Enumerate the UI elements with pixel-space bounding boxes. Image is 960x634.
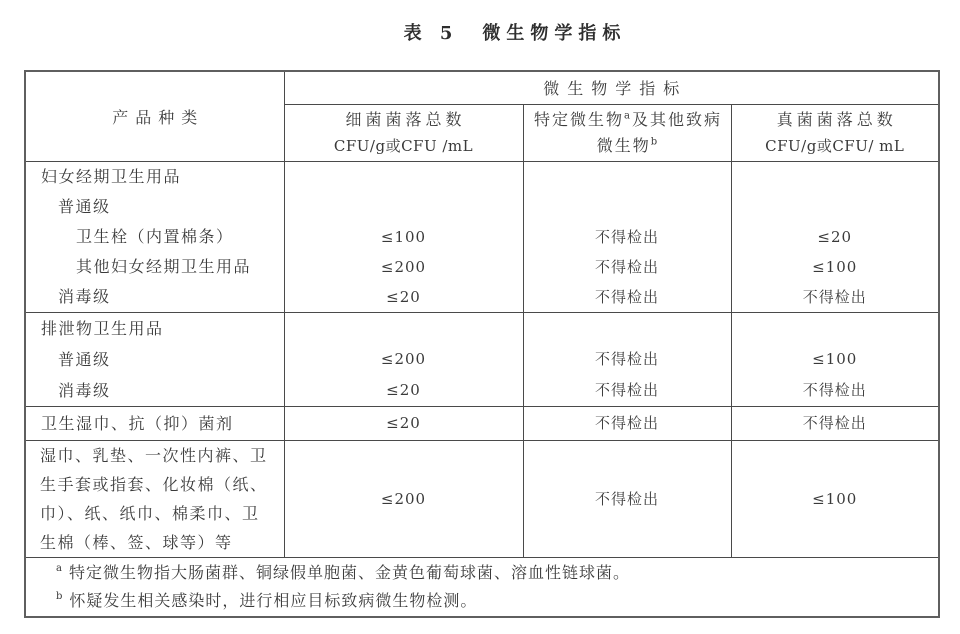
specific-value bbox=[524, 162, 731, 192]
specific-value: 不得检出 bbox=[594, 287, 659, 306]
footnote-b-text: 怀疑发生相关感染时，进行相应目标致病微生物检测。 bbox=[69, 590, 478, 610]
indicators-group-header: 微生物学指标 bbox=[284, 71, 939, 104]
product-category-cell bbox=[25, 440, 284, 557]
footnote-marker-a: a bbox=[624, 110, 632, 122]
bacteria-value bbox=[285, 162, 523, 192]
specific-value: 不得检出 bbox=[594, 380, 659, 399]
bacteria-header-line1: 细菌菌落总数 bbox=[345, 109, 466, 129]
product-type-header: 产品种类 bbox=[25, 71, 284, 161]
bacteria-value bbox=[285, 313, 523, 344]
bacteria-count-cell bbox=[284, 161, 523, 312]
bacteria-value: ≤20 bbox=[386, 380, 421, 399]
fungi-count-cell bbox=[731, 406, 939, 440]
product-label: 排泄物卫生用品 bbox=[41, 318, 164, 338]
bacteria-count-cell bbox=[284, 406, 523, 440]
footnotes-cell bbox=[25, 557, 939, 617]
footnote-marker-a: a bbox=[56, 563, 63, 575]
bacteria-value: ≤100 bbox=[380, 227, 427, 246]
bacteria-count-header bbox=[284, 104, 523, 161]
fungi-header-unit: CFU/g或CFU/ mL bbox=[765, 136, 905, 155]
fungi-value: 不得检出 bbox=[802, 380, 867, 399]
header-row-1 bbox=[25, 71, 939, 104]
bacteria-count-cell bbox=[284, 312, 523, 406]
other-products-row bbox=[25, 440, 939, 557]
product-label: 普通级 bbox=[58, 349, 111, 369]
wipes-antibacterial-row bbox=[25, 406, 939, 440]
specific-header-line1: 特定微生物$^a$及其他致病 bbox=[534, 109, 722, 129]
fungi-value: ≤100 bbox=[812, 257, 858, 276]
product-label: 湿巾、乳垫、一次性内裤、卫生手套或指套、化妆棉（纸、巾）、纸、纸巾、棉柔巾、卫生棉（棒、签、球等）等 bbox=[40, 445, 268, 552]
fungi-value: ≤100 bbox=[812, 349, 858, 368]
bacteria-value: ≤20 bbox=[386, 287, 421, 306]
footnote-marker-b: b bbox=[56, 591, 64, 603]
fungi-value: ≤20 bbox=[817, 227, 853, 246]
footnote-b bbox=[56, 587, 938, 615]
fungi-header-line1: 真菌菌落总数 bbox=[776, 109, 897, 129]
product-label: 消毒级 bbox=[58, 380, 111, 400]
footnote-a bbox=[56, 559, 938, 587]
product-label: 普通级 bbox=[58, 196, 111, 216]
footnote-marker-b: b bbox=[650, 136, 660, 148]
product-label: 消毒级 bbox=[58, 286, 111, 306]
feminine-hygiene-section-row bbox=[25, 161, 939, 312]
fungi-count-cell bbox=[731, 161, 939, 312]
footnote-a-text: 特定微生物指大肠菌群、铜绿假单胞菌、金黄色葡萄球菌、溶血性链球菌。 bbox=[68, 562, 630, 582]
fungi-value: 不得检出 bbox=[802, 413, 867, 432]
fungi-value: 不得检出 bbox=[802, 287, 867, 306]
specific-microbes-cell bbox=[523, 406, 731, 440]
specific-value: 不得检出 bbox=[594, 227, 659, 246]
product-label: 卫生湿巾、抗（抑）菌剂 bbox=[41, 413, 234, 433]
specific-value: 不得检出 bbox=[594, 257, 659, 276]
product-category-cell bbox=[25, 161, 284, 312]
fungi-count-cell bbox=[731, 312, 939, 406]
bacteria-value bbox=[285, 192, 523, 222]
footnotes-row bbox=[25, 557, 939, 617]
specific-value: 不得检出 bbox=[594, 349, 659, 368]
specific-microbes-cell bbox=[523, 440, 731, 557]
product-label: 其他妇女经期卫生用品 bbox=[76, 256, 252, 276]
product-label: 卫生栓（内置棉条） bbox=[76, 226, 234, 246]
specific-microbes-cell bbox=[523, 161, 731, 312]
bacteria-count-cell bbox=[284, 440, 523, 557]
fungi-value bbox=[732, 192, 939, 222]
bacteria-value: ≤200 bbox=[380, 349, 427, 368]
fungi-value: ≤100 bbox=[812, 489, 858, 508]
fungi-value bbox=[732, 162, 939, 192]
fungi-value bbox=[732, 313, 939, 344]
specific-value bbox=[524, 313, 731, 344]
bacteria-header-unit: CFU/g或CFU /mL bbox=[333, 136, 474, 155]
specific-microbes-header bbox=[523, 104, 731, 161]
specific-value bbox=[524, 192, 731, 222]
excreta-section-row bbox=[25, 312, 939, 406]
bacteria-value: ≤200 bbox=[380, 489, 427, 508]
bacteria-value: ≤20 bbox=[386, 413, 421, 432]
fungi-count-header bbox=[731, 104, 939, 161]
specific-value: 不得检出 bbox=[594, 413, 659, 432]
product-category-cell bbox=[25, 312, 284, 406]
fungi-count-cell bbox=[731, 440, 939, 557]
product-category-cell bbox=[25, 406, 284, 440]
specific-microbes-cell bbox=[523, 312, 731, 406]
specific-value: 不得检出 bbox=[594, 490, 659, 508]
table-title: 表 5 微生物学指标 bbox=[403, 23, 627, 44]
microbiology-table bbox=[24, 70, 940, 618]
bacteria-value: ≤200 bbox=[380, 257, 427, 276]
specific-header-line2: 微生物$^b$ bbox=[596, 135, 660, 155]
product-label: 妇女经期卫生用品 bbox=[41, 166, 182, 186]
